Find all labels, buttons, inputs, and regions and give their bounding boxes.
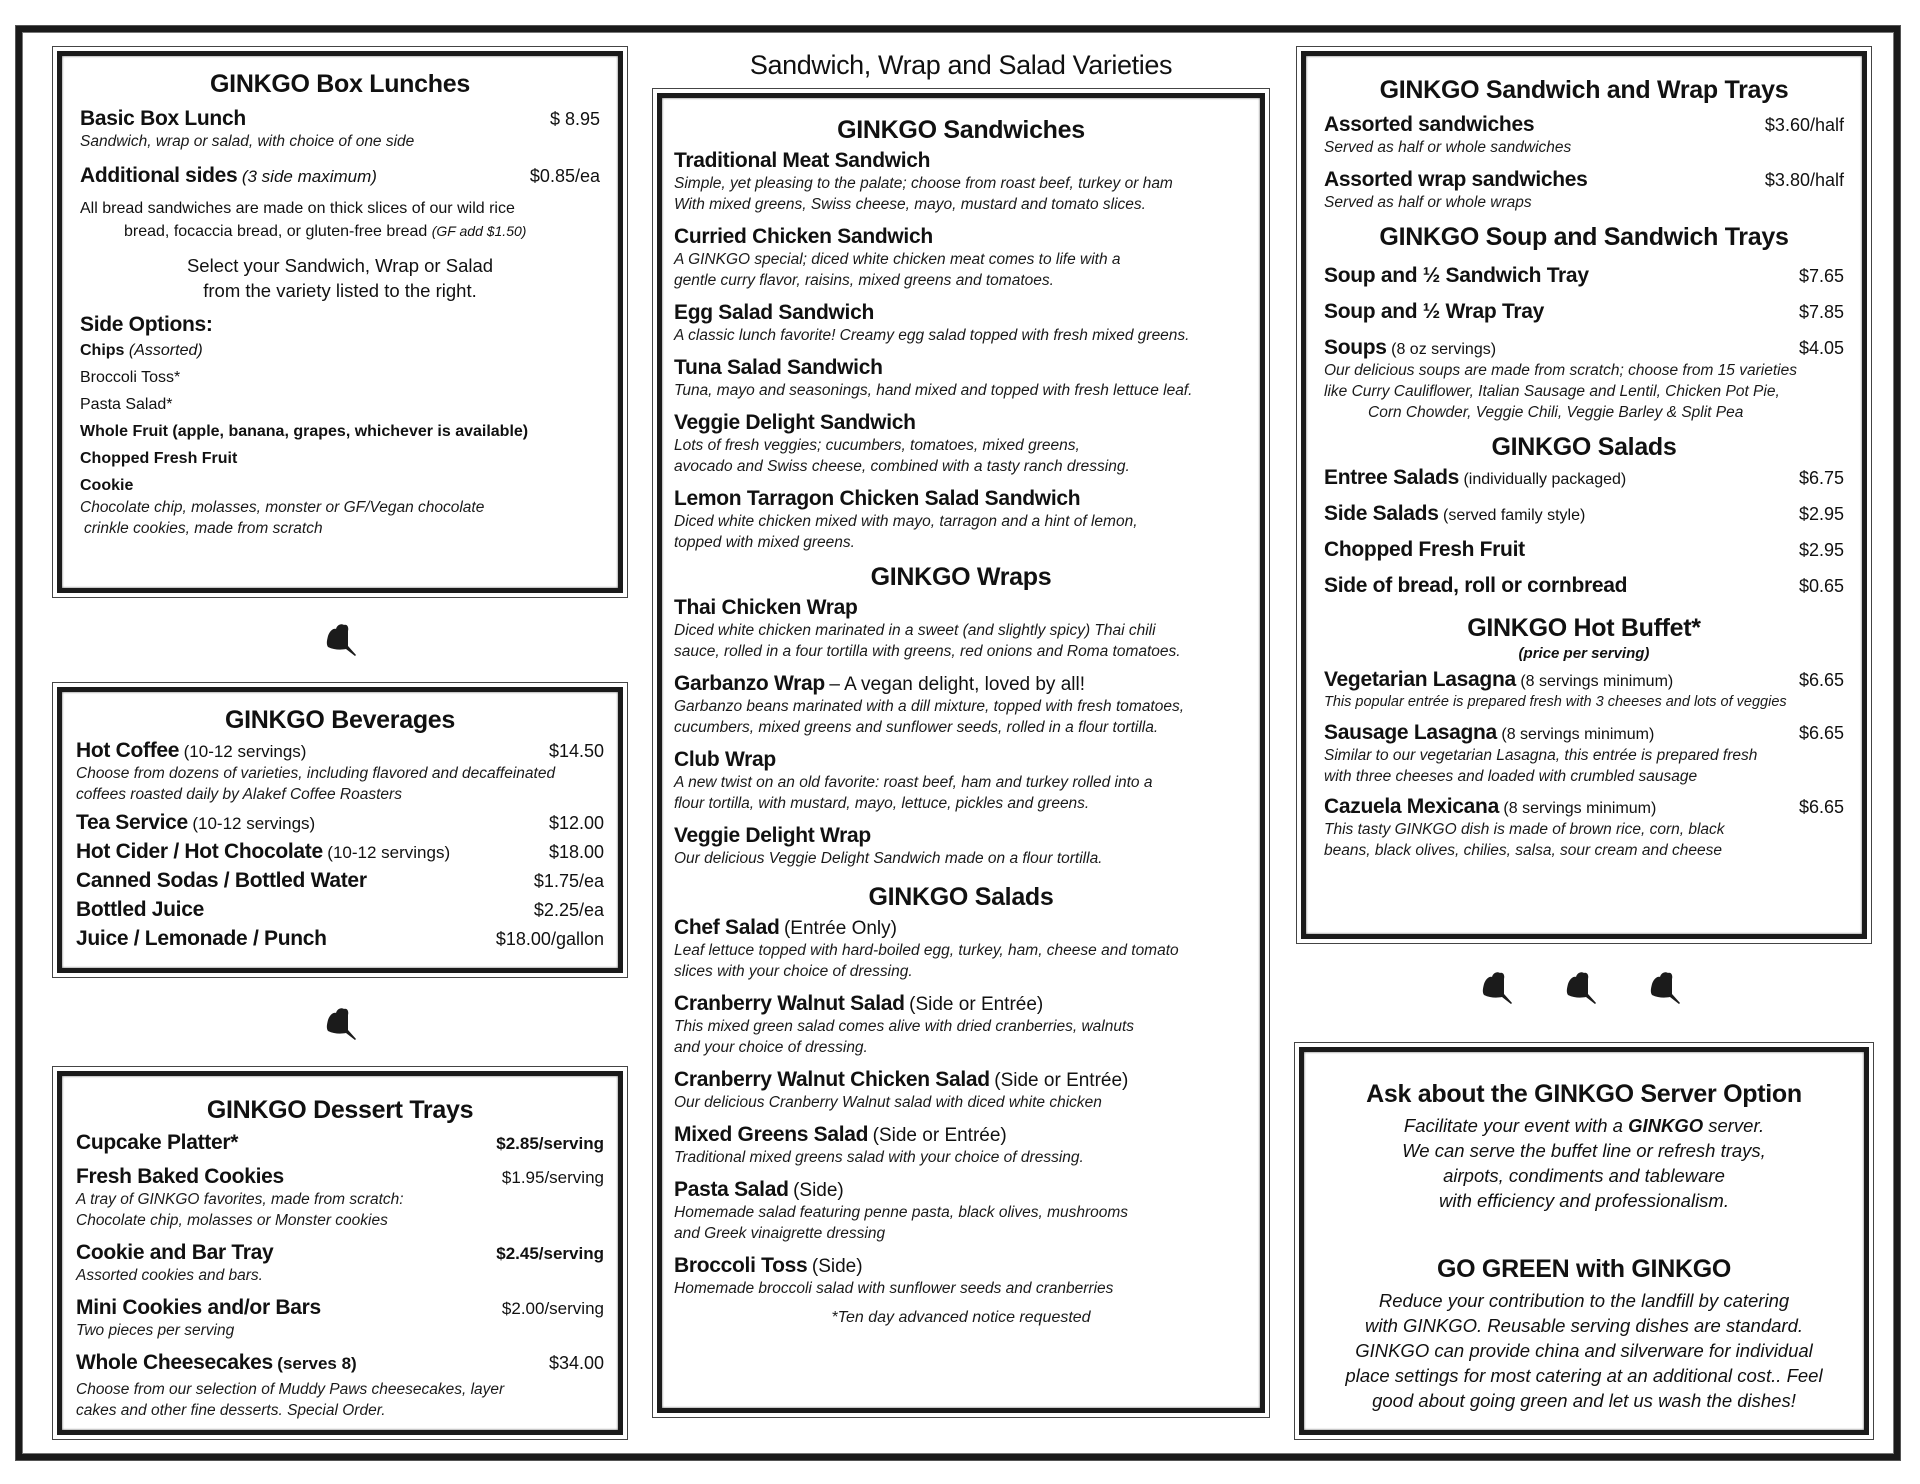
item-desc: Leaf lettuce topped with hard-boiled egg, turkey, ham, cheese and tomato: [674, 942, 1179, 959]
item-desc: A new twist on an old favorite: roast beef, ham and turkey rolled into a: [674, 774, 1153, 791]
item-note: – A vegan delight, loved by all!: [829, 674, 1085, 695]
item-name: Cookie and Bar Tray: [76, 1241, 274, 1264]
item-price: $7.65: [1798, 266, 1844, 286]
item-desc: Garbanzo beans marinated with a dill mixture, topped with fresh tomatoes,: [674, 698, 1185, 715]
cookie-desc-line: Chocolate chip, molasses, monster or GF/Vegan chocolate: [80, 499, 485, 516]
item-name: Juice / Lemonade / Punch: [76, 927, 327, 950]
dessert-item: [76, 1351, 604, 1421]
salad-price-item: [1324, 538, 1844, 562]
soup-trays-title: GINKGO Soup and Sandwich Trays: [1379, 223, 1789, 251]
variety-item: [674, 1254, 1248, 1299]
item-desc: and Greek vinaigrette dressing: [674, 1225, 886, 1242]
side-option: Chopped Fresh Fruit: [80, 450, 238, 467]
item-desc: avocado and Swiss cheese, combined with a tasty ranch dressing.: [674, 458, 1130, 475]
salad-price-item: [1324, 466, 1844, 490]
item-desc: Tuna, mayo and seasonings, hand mixed and topped with fresh lettuce leaf.: [674, 382, 1193, 399]
item-desc: and your choice of dressing.: [674, 1039, 868, 1056]
variety-item: [674, 824, 1248, 869]
item-name: Entree Salads: [1324, 466, 1459, 489]
item-name: Veggie Delight Sandwich: [674, 411, 916, 434]
beverages-title: GINKGO Beverages: [224, 706, 455, 734]
item-price: $2.85/serving: [496, 1134, 604, 1153]
dessert-item: [76, 1131, 604, 1155]
item-name: Cranberry Walnut Salad: [674, 992, 905, 1015]
ginkgo-leaf-icon: [324, 1006, 358, 1044]
item-name: Broccoli Toss: [674, 1254, 808, 1277]
item-note: (serves 8): [277, 1354, 357, 1373]
item-desc: Simple, yet pleasing to the palate; choose from roast beef, turkey or ham: [674, 175, 1173, 192]
item-note: (Side or Entrée): [909, 994, 1044, 1015]
item-note: (10-12 servings): [327, 843, 451, 862]
sandwich-list: [674, 149, 1248, 553]
variety-item: [674, 487, 1248, 553]
item-desc: Homemade broccoli salad with sunflower seeds and cranberries: [674, 1280, 1114, 1297]
item-name: Club Wrap: [674, 748, 776, 771]
side-option: Whole Fruit (apple, banana, grapes, whichever is available): [80, 423, 529, 440]
item-desc: Assorted cookies and bars.: [76, 1267, 263, 1284]
item-name: Traditional Meat Sandwich: [674, 149, 931, 172]
bread-line: bread, focaccia bread, or gluten-free bread: [124, 223, 428, 240]
item-desc: Homemade salad featuring penne pasta, black olives, mushrooms: [674, 1204, 1129, 1221]
item-price: $2.45/serving: [496, 1244, 604, 1263]
item-desc: Choose from our selection of Muddy Paws cheesecakes, layer cakes and other fine desserts. Special Order.: [76, 1381, 505, 1419]
server-line: Facilitate your event with a: [1403, 1115, 1629, 1136]
item-name: Sausage Lasagna: [1324, 721, 1497, 744]
variety-item: [674, 356, 1248, 401]
item-name: Canned Sodas / Bottled Water: [76, 869, 367, 892]
beverages-panel: [52, 682, 628, 978]
item-name: Mixed Greens Salad: [674, 1123, 869, 1146]
item-desc: Served as half or whole sandwiches: [1324, 139, 1572, 156]
variety-item: [674, 301, 1248, 346]
server-text: [1318, 1113, 1850, 1213]
buffet-item: [1324, 795, 1844, 861]
item-desc: This tasty GINKGO dish is made of brown rice, corn, black: [1324, 821, 1725, 838]
varieties-panel: [652, 88, 1270, 1418]
green-line: with GINKGO. Reusable serving dishes are standard.: [1364, 1315, 1804, 1336]
varieties-heading: Sandwich, Wrap and Salad Varieties: [749, 50, 1173, 80]
dessert-trays-panel: [52, 1066, 628, 1440]
item-price: $0.65: [1798, 576, 1844, 596]
item-note: (Side or Entrée): [994, 1070, 1129, 1091]
item-desc: Our delicious Veggie Delight Sandwich made on a flour tortilla.: [674, 850, 1103, 867]
beverage-item: [76, 840, 604, 864]
go-green-title: GO GREEN with GINKGO: [1436, 1255, 1731, 1283]
item-name: Tea Service: [76, 811, 188, 834]
item-desc: Lots of fresh veggies; cucumbers, tomatoes, mixed greens,: [674, 437, 1080, 454]
item-note: (8 oz servings): [1391, 341, 1497, 358]
item-note: (Entrée Only): [783, 918, 897, 939]
item-name: Veggie Delight Wrap: [674, 824, 871, 847]
side-options-title: Side Options:: [80, 313, 213, 336]
bread-note: [80, 198, 600, 243]
salad-price-item: [1324, 574, 1844, 598]
item-price: $2.95: [1798, 540, 1844, 560]
item-price: $2.25/ea: [533, 900, 604, 920]
item-note: (8 servings minimum): [1501, 726, 1655, 743]
item-desc: A tray of GINKGO favorites, made from scratch: Chocolate chip, molasses or Monster cookies: [76, 1191, 404, 1229]
item-note: (Side): [793, 1180, 844, 1201]
item-price: $2.00/serving: [501, 1299, 604, 1318]
ginkgo-leaf-icon: [1648, 970, 1682, 1008]
right-salads-title: GINKGO Salads: [1491, 433, 1677, 461]
item-name: Thai Chicken Wrap: [674, 596, 858, 619]
item-note: (served family style): [1443, 507, 1586, 524]
server-title: Ask about the GINKGO Server Option: [1366, 1080, 1802, 1108]
item-name: Side of bread, roll or cornbread: [1324, 574, 1628, 597]
desserts-title: GINKGO Dessert Trays: [206, 1096, 474, 1124]
beverage-item: [76, 869, 604, 893]
select-instruction: Select your Sandwich, Wrap or Salad: [186, 255, 494, 276]
variety-item: [674, 672, 1248, 738]
item-price: $34.00: [548, 1353, 604, 1373]
item-name: Chef Salad: [674, 916, 780, 939]
buffet-item: [1324, 668, 1844, 713]
beverage-item: [76, 927, 604, 951]
item-name: Soup and ½ Wrap Tray: [1324, 300, 1544, 323]
item-desc: topped with mixed greens.: [674, 534, 855, 551]
green-line: place settings for most catering at an additional cost.. Feel: [1345, 1365, 1823, 1386]
item-price: $ 8.95: [549, 109, 600, 129]
soup-item: [1324, 264, 1844, 288]
item-name: Whole Cheesecakes: [76, 1351, 273, 1374]
footnote: *Ten day advanced notice requested: [831, 1309, 1091, 1326]
hot-buffet-title: GINKGO Hot Buffet*: [1467, 614, 1701, 642]
item-price: $6.65: [1798, 723, 1844, 743]
item-desc: A classic lunch favorite! Creamy egg salad topped with fresh mixed greens.: [674, 327, 1190, 344]
side-option: Pasta Salad*: [80, 396, 173, 413]
green-line: good about going green and let us wash the dishes!: [1372, 1390, 1796, 1411]
variety-item: [674, 748, 1248, 814]
item-note: (3 side maximum): [241, 167, 377, 186]
server-line: airpots, condiments and tableware: [1443, 1165, 1725, 1186]
item-name: Cazuela Mexicana: [1324, 795, 1499, 818]
trays-title: GINKGO Sandwich and Wrap Trays: [1379, 76, 1789, 104]
item-desc: sauce, rolled in a four tortilla with greens, red onions and Roma tomatoes.: [674, 643, 1181, 660]
item-name: Chopped Fresh Fruit: [1324, 538, 1525, 561]
item-price: $18.00: [548, 842, 604, 862]
gf-note: (GF add $1.50): [431, 223, 527, 239]
variety-item: [674, 596, 1248, 662]
variety-item: [674, 225, 1248, 291]
salads-title: GINKGO Salads: [868, 883, 1054, 911]
item-note: (Side or Entrée): [872, 1125, 1007, 1146]
item-name: Side Salads: [1324, 502, 1439, 525]
server-brand: GINKGO: [1628, 1115, 1704, 1136]
item-name: Soup and ½ Sandwich Tray: [1324, 264, 1589, 287]
item-desc: Diced white chicken marinated in a sweet (and slightly spicy) Thai chili: [674, 622, 1156, 639]
menu-item: [80, 164, 600, 188]
item-name: Mini Cookies and/or Bars: [76, 1296, 321, 1319]
soup-desc: [1324, 360, 1844, 423]
item-price: $0.85/ea: [529, 166, 600, 186]
item-price: $4.05: [1798, 338, 1844, 358]
item-desc: Two pieces per serving: [76, 1322, 235, 1339]
item-price: $1.75/ea: [533, 871, 604, 891]
item-desc: gentle curry flavor, raisins, mixed greens and tomatoes.: [674, 272, 1054, 289]
item-note: (10-12 servings): [192, 814, 316, 833]
ginkgo-leaf-icon: [1480, 970, 1514, 1008]
beverage-item: [76, 811, 604, 835]
item-note: (8 servings minimum): [1520, 673, 1674, 690]
item-name: Vegetarian Lasagna: [1324, 668, 1516, 691]
item-note: (8 servings minimum): [1503, 800, 1657, 817]
side-note: (Assorted): [128, 342, 203, 359]
item-name: Additional sides: [80, 164, 238, 187]
variety-item: [674, 916, 1248, 982]
server-option-panel: [1294, 1042, 1874, 1440]
item-desc: Served as half or whole wraps: [1324, 194, 1532, 211]
server-line: server.: [1703, 1115, 1765, 1136]
item-desc: This popular entrée is prepared fresh with 3 cheeses and lots of veggies: [1324, 694, 1787, 710]
item-name: Hot Coffee: [76, 739, 180, 762]
item-name: Tuna Salad Sandwich: [674, 356, 883, 379]
server-line: We can serve the buffet line or refresh trays,: [1402, 1140, 1766, 1161]
side-option: [80, 342, 600, 360]
salad-list: [674, 916, 1248, 1299]
item-name: Fresh Baked Cookies: [76, 1165, 284, 1188]
item-desc: with three cheeses and loaded with crumbled sausage: [1324, 768, 1698, 785]
side-option: Broccoli Toss*: [80, 369, 181, 386]
cookie-desc: [80, 497, 600, 539]
box-lunches-title: GINKGO Box Lunches: [210, 70, 470, 98]
item-desc: This mixed green salad comes alive with dried cranberries, walnuts: [674, 1018, 1135, 1035]
item-price: $14.50: [548, 741, 604, 761]
variety-item: [674, 992, 1248, 1058]
green-line: Reduce your contribution to the landfill by catering: [1378, 1290, 1790, 1311]
salad-price-item: [1324, 502, 1844, 526]
item-price: $2.95: [1798, 504, 1844, 524]
beverage-item: [76, 739, 604, 805]
item-desc: Choose from dozens of varieties, including flavored and decaffeinated coffees roasted daily by Alakef Coffee Roasters: [76, 765, 556, 803]
item-desc: Our delicious Cranberry Walnut salad with diced white chicken: [674, 1094, 1102, 1111]
trays-panel: [1296, 46, 1872, 944]
item-name: Cupcake Platter*: [76, 1131, 239, 1154]
soup-desc-line: Our delicious soups are made from scratch; choose from 15 varieties: [1324, 362, 1797, 379]
item-price: $6.65: [1798, 670, 1844, 690]
dessert-item: [76, 1165, 604, 1231]
item-name: Cranberry Walnut Chicken Salad: [674, 1068, 990, 1091]
item-price: $12.00: [548, 813, 604, 833]
sandwiches-title: GINKGO Sandwiches: [837, 116, 1085, 144]
buffet-item: [1324, 721, 1844, 787]
item-note: (Side): [811, 1256, 863, 1277]
item-desc: cucumbers, mixed greens and sunflower seeds, rolled in a flour tortilla.: [674, 719, 1159, 736]
server-line: with efficiency and professionalism.: [1439, 1190, 1729, 1211]
item-note: (individually packaged): [1463, 471, 1627, 488]
item-desc: flour tortilla, with mustard, mayo, lettuce, pickles and greens.: [674, 795, 1090, 812]
side-name: Chips: [80, 342, 125, 359]
wrap-list: [674, 596, 1248, 869]
soup-item: [1324, 300, 1844, 324]
item-price: $6.65: [1798, 797, 1844, 817]
item-desc: A GINKGO special; diced white chicken meat comes to life with a: [674, 251, 1121, 268]
hot-buffet-subtitle: (price per serving): [1518, 645, 1650, 662]
soup-item: [1324, 336, 1844, 360]
item-name: Garbanzo Wrap: [674, 672, 825, 695]
tray-item: [1324, 168, 1844, 213]
side-option: Cookie: [80, 477, 134, 494]
box-lunches-panel: [52, 46, 628, 598]
wraps-title: GINKGO Wraps: [870, 563, 1052, 591]
item-price: $3.60/half: [1764, 115, 1844, 135]
select-instruction: from the variety listed to the right.: [203, 280, 477, 301]
variety-item: [674, 1123, 1248, 1168]
variety-item: [674, 149, 1248, 215]
item-desc: Traditional mixed greens salad with your choice of dressing.: [674, 1149, 1084, 1166]
item-desc: Diced white chicken mixed with mayo, tarragon and a hint of lemon,: [674, 513, 1138, 530]
item-name: Egg Salad Sandwich: [674, 301, 874, 324]
ginkgo-leaf-icon: [324, 622, 358, 660]
item-price: $3.80/half: [1764, 170, 1844, 190]
item-name: Basic Box Lunch: [80, 107, 246, 130]
bread-line: All bread sandwiches are made on thick slices of our wild rice: [80, 200, 515, 217]
soup-desc-line: Corn Chowder, Veggie Chili, Veggie Barley & Split Pea: [1368, 404, 1744, 421]
item-note: (10-12 servings): [183, 742, 307, 761]
cookie-desc-line: crinkle cookies, made from scratch: [84, 520, 323, 537]
variety-item: [674, 1178, 1248, 1244]
item-name: Assorted wrap sandwiches: [1324, 168, 1588, 191]
item-name: Curried Chicken Sandwich: [674, 225, 933, 248]
item-price: $7.85: [1798, 302, 1844, 322]
item-name: Pasta Salad: [674, 1178, 789, 1201]
item-name: Bottled Juice: [76, 898, 204, 921]
go-green-text: [1318, 1288, 1850, 1413]
soup-desc-line: like Curry Cauliflower, Italian Sausage and Lentil, Chicken Pot Pie,: [1324, 383, 1780, 400]
item-name: Hot Cider / Hot Chocolate: [76, 840, 323, 863]
variety-item: [674, 1068, 1248, 1113]
item-price: $1.95/serving: [501, 1168, 604, 1187]
item-desc: Sandwich, wrap or salad, with choice of one side: [80, 133, 415, 150]
item-name: Soups: [1324, 336, 1387, 359]
tray-item: [1324, 113, 1844, 158]
beverage-item: [76, 898, 604, 922]
dessert-item: [76, 1296, 604, 1341]
item-desc: With mixed greens, Swiss cheese, mayo, mustard and tomato slices.: [674, 196, 1146, 213]
variety-item: [674, 411, 1248, 477]
item-name: Lemon Tarragon Chicken Salad Sandwich: [674, 487, 1081, 510]
item-price: $6.75: [1798, 468, 1844, 488]
menu-item: [80, 107, 600, 152]
ginkgo-leaf-icon: [1564, 970, 1598, 1008]
green-line: GINKGO can provide china and silverware for individual: [1355, 1340, 1813, 1361]
item-desc: slices with your choice of dressing.: [674, 963, 913, 980]
item-desc: beans, black olives, chilies, salsa, sour cream and cheese: [1324, 842, 1723, 859]
item-desc: Similar to our vegetarian Lasagna, this entrée is prepared fresh: [1324, 747, 1758, 764]
item-name: Assorted sandwiches: [1324, 113, 1535, 136]
dessert-item: [76, 1241, 604, 1286]
item-price: $18.00/gallon: [495, 929, 604, 949]
